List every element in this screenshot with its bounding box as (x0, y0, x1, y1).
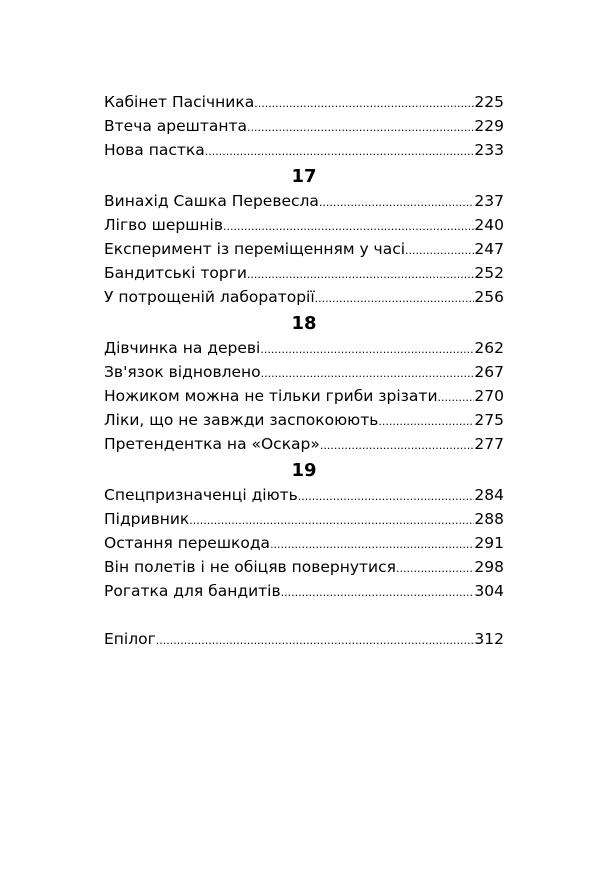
toc-entry[interactable] (104, 90, 504, 114)
toc-entry[interactable] (104, 285, 504, 309)
toc-entry-page: 247 (474, 240, 504, 258)
toc-entry-title: Експеримент із переміщенням у часі (104, 240, 406, 258)
toc-entry-title: У потрощеній лабораторії (104, 288, 315, 306)
toc-entry-page: 256 (474, 288, 504, 306)
toc-entry-title: Спецпризначенці діють (104, 486, 298, 504)
dot-leader (281, 579, 475, 603)
dot-leader (260, 336, 474, 360)
toc-entry[interactable] (104, 213, 504, 237)
toc-entry-title: Ножиком можна не тільки гриби зрізати (104, 387, 438, 405)
toc-entry-page: 312 (474, 630, 504, 648)
toc-entry-page: 252 (474, 264, 504, 282)
section-number-heading: 18 (291, 313, 317, 334)
dot-leader (270, 531, 474, 555)
toc-entry[interactable] (104, 384, 504, 408)
toc-entry-title: Він полетів і не обіцяв повернутися (104, 558, 396, 576)
toc-entry-title: Втеча арештанта (104, 117, 248, 135)
dot-leader (378, 408, 474, 432)
toc-entry[interactable] (104, 114, 504, 138)
toc-entry-title: Підривник (104, 510, 190, 528)
toc-entry-page: 262 (474, 339, 504, 357)
toc-entry-page: 298 (474, 558, 504, 576)
toc-entry-page: 237 (474, 192, 504, 210)
toc-entry-title: Дівчинка на дереві (104, 339, 261, 357)
dot-leader (223, 213, 474, 237)
toc-entry-page: 270 (474, 387, 504, 405)
toc-entry[interactable] (104, 189, 504, 213)
toc-entry-title: Зв'язок відновлено (104, 363, 261, 381)
section-number-heading: 19 (291, 460, 317, 481)
toc-entry-title: Рогатка для бандитів (104, 582, 281, 600)
dot-leader (320, 432, 475, 456)
toc-entry-title: Нова пастка (104, 141, 205, 159)
toc-entry-page: 288 (474, 510, 504, 528)
dot-leader (396, 555, 474, 579)
toc-entry-page: 304 (474, 582, 504, 600)
toc-entry-page: 267 (474, 363, 504, 381)
toc-entry[interactable] (104, 261, 504, 285)
toc-entry[interactable] (104, 579, 504, 603)
toc-entry[interactable] (104, 408, 504, 432)
dot-leader (247, 261, 475, 285)
toc-entry-page: 225 (474, 93, 504, 111)
dot-leader (319, 189, 474, 213)
toc-entry-title: Ліки, що не завжди заспокоюють (104, 411, 379, 429)
toc-entry-page: 291 (474, 534, 504, 552)
toc-entry-title: Бандитські торги (104, 264, 247, 282)
dot-leader (298, 483, 475, 507)
toc-entry-page: 233 (474, 141, 504, 159)
toc-entry[interactable] (104, 555, 504, 579)
toc-entry-title: Кабінет Пасічника (104, 93, 255, 111)
toc-entry[interactable] (104, 336, 504, 360)
dot-leader (261, 360, 475, 384)
toc-entry-page: 277 (474, 435, 504, 453)
dot-leader (205, 138, 475, 162)
toc-entry[interactable] (104, 507, 504, 531)
toc-entry-title: Остання перешкода (104, 534, 271, 552)
dot-leader (247, 114, 474, 138)
dot-leader (438, 384, 475, 408)
section-number-heading: 17 (291, 166, 317, 187)
toc-entry[interactable] (104, 237, 504, 261)
toc-entry[interactable] (104, 483, 504, 507)
toc-entry[interactable] (104, 138, 504, 162)
toc-entry-title: Лігво шершнів (104, 216, 223, 234)
toc-entry-page: 229 (474, 117, 504, 135)
toc-entry[interactable] (104, 432, 504, 456)
toc-entry-page: 275 (474, 411, 504, 429)
dot-leader (405, 237, 474, 261)
dot-leader (254, 90, 474, 114)
dot-leader (189, 507, 474, 531)
toc-entry-page: 240 (474, 216, 504, 234)
section-spacer (104, 603, 504, 627)
toc-entry-page: 284 (474, 486, 504, 504)
dot-leader (315, 285, 475, 309)
toc-entry-title: Епілог (104, 630, 156, 648)
table-of-contents (104, 90, 504, 651)
toc-entry[interactable] (104, 360, 504, 384)
dot-leader (156, 627, 475, 651)
toc-entry[interactable] (104, 531, 504, 555)
toc-entry-title: Претендентка на «Оскар» (104, 435, 320, 453)
toc-entry-title: Винахід Сашка Перевесла (104, 192, 319, 210)
toc-entry-epilogue[interactable] (104, 627, 504, 651)
